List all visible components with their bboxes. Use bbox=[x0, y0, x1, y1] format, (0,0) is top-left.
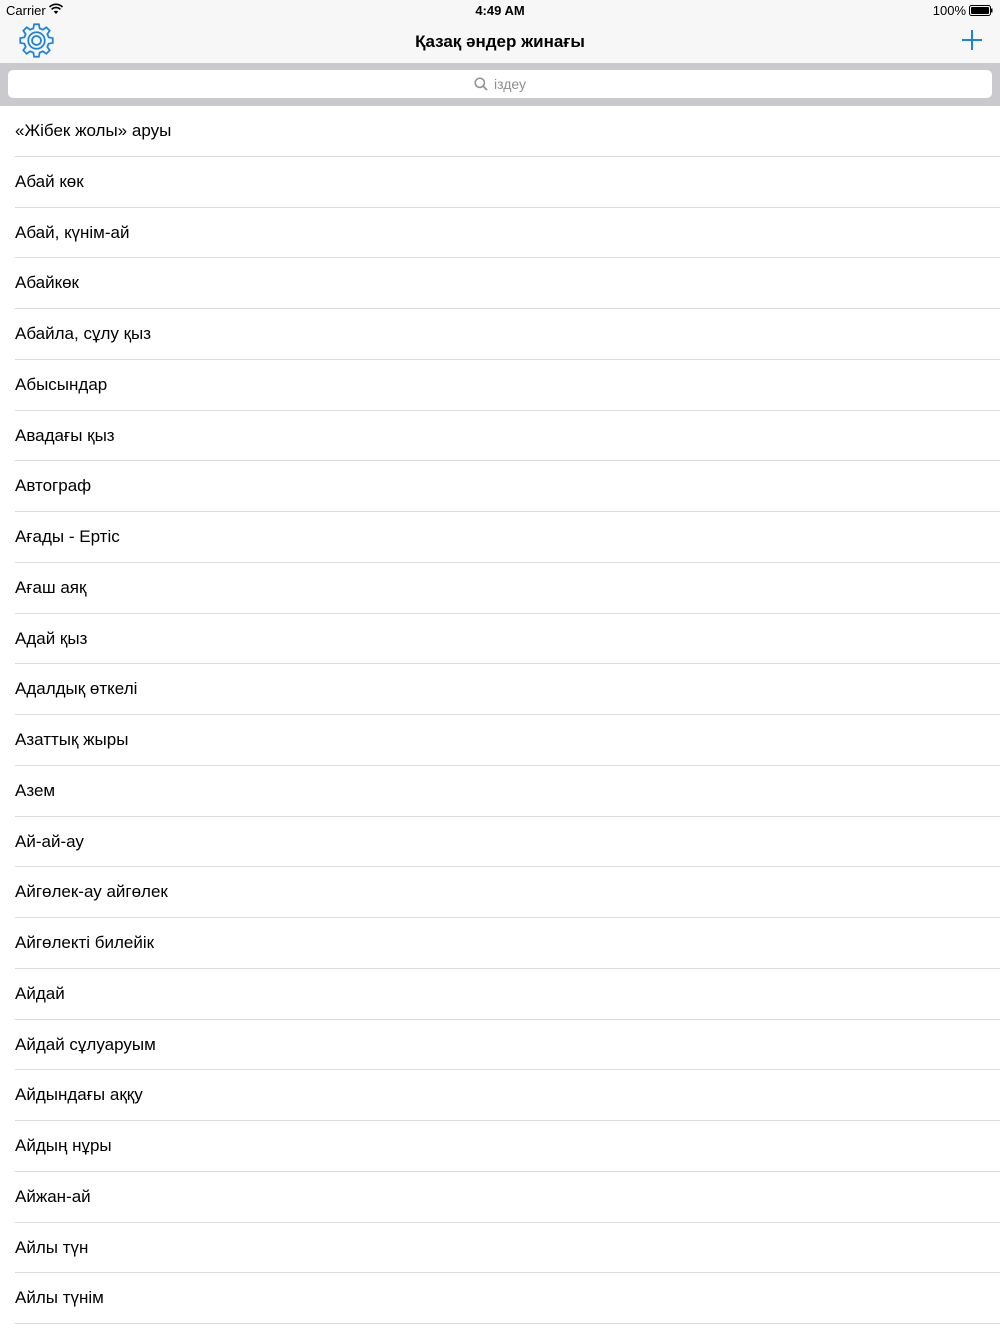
search-icon bbox=[474, 77, 488, 91]
list-item[interactable]: Айдай bbox=[0, 969, 1000, 1020]
clock: 4:49 AM bbox=[475, 3, 525, 18]
list-item[interactable]: Абайла, сұлу қыз bbox=[0, 309, 1000, 360]
list-item[interactable]: Абайкөк bbox=[0, 258, 1000, 309]
page-title: Қазақ әндер жинағы bbox=[415, 32, 585, 51]
carrier-label: Carrier bbox=[6, 3, 46, 18]
list-item[interactable]: Абай, күнім-ай bbox=[0, 208, 1000, 259]
list-item[interactable]: Ай-ай-ау bbox=[0, 817, 1000, 868]
plus-icon[interactable] bbox=[961, 29, 983, 51]
battery-icon bbox=[969, 5, 993, 16]
navigation-bar bbox=[0, 20, 1000, 63]
search-input[interactable] bbox=[8, 70, 992, 98]
list-item[interactable]: Айгөлекті билейік bbox=[0, 918, 1000, 969]
list-item[interactable]: «Жібек жолы» аруы bbox=[0, 106, 1000, 157]
list-item[interactable]: Айгөлек-ау айгөлек bbox=[0, 867, 1000, 918]
list-item[interactable]: Авадағы қыз bbox=[0, 411, 1000, 462]
battery-percentage: 100% bbox=[932, 3, 966, 18]
list-item[interactable]: Автограф bbox=[0, 461, 1000, 512]
list-item[interactable]: Азем bbox=[0, 766, 1000, 817]
list-item[interactable]: Адай қыз bbox=[0, 614, 1000, 665]
list-item[interactable]: Абай көк bbox=[0, 157, 1000, 208]
list-item[interactable]: Адалдық өткелі bbox=[0, 664, 1000, 715]
list-item[interactable]: Айлы түнім bbox=[0, 1273, 1000, 1324]
list-item[interactable]: Ағаш аяқ bbox=[0, 563, 1000, 614]
list-item[interactable]: Айдындағы аққу bbox=[0, 1070, 1000, 1121]
song-list bbox=[0, 106, 1000, 1324]
list-item[interactable]: Азаттық жыры bbox=[0, 715, 1000, 766]
list-item[interactable]: Айдай сұлуаруым bbox=[0, 1020, 1000, 1071]
search-bar bbox=[0, 63, 1000, 106]
list-item[interactable]: Айдың нұры bbox=[0, 1121, 1000, 1172]
list-item[interactable]: Айлы түн bbox=[0, 1223, 1000, 1274]
list-item[interactable]: Абысындар bbox=[0, 360, 1000, 411]
list-item[interactable]: Айжан-ай bbox=[0, 1172, 1000, 1223]
search-placeholder: іздеу bbox=[493, 76, 527, 92]
status-bar bbox=[0, 0, 1000, 20]
list-item[interactable]: Ағады - Ертіс bbox=[0, 512, 1000, 563]
